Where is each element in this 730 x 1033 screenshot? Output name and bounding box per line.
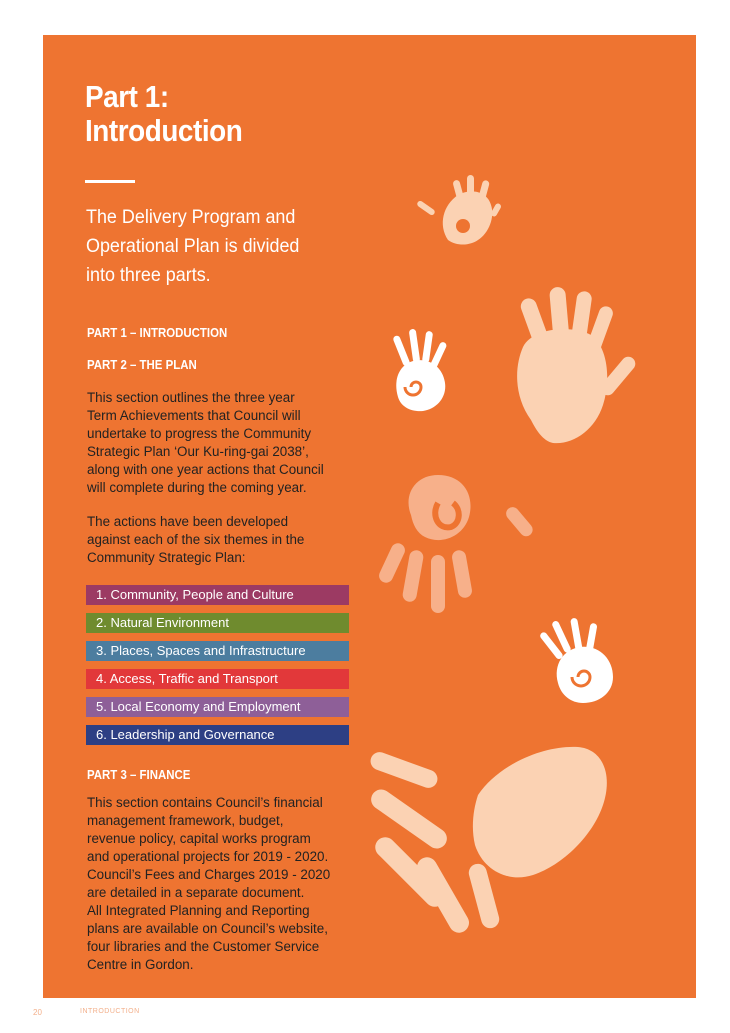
hand-prints-illustration xyxy=(43,35,696,998)
text-line: will complete during the coming year. xyxy=(87,480,307,495)
text-line: Community Strategic Plan: xyxy=(87,550,246,565)
text-line: The actions have been developed xyxy=(87,514,289,529)
spiral-hand-icon xyxy=(392,329,447,412)
text-line: management framework, budget, xyxy=(87,813,284,828)
text-line: plans are available on Council’s website, xyxy=(87,921,328,936)
part3-heading: PART 3 – FINANCE xyxy=(87,767,191,782)
lead-line: The Delivery Program and xyxy=(86,206,296,228)
text-line: are detailed in a separate document. xyxy=(87,885,305,900)
text-line: four libraries and the Customer Service xyxy=(87,939,320,954)
text-line: All Integrated Planning and Reporting xyxy=(87,903,310,918)
text-line: against each of the six themes in the xyxy=(87,532,305,547)
theme-5-local-economy: 5. Local Economy and Employment xyxy=(86,697,349,717)
theme-1-community: 1. Community, People and Culture xyxy=(86,585,349,605)
text-line: This section outlines the three year xyxy=(87,390,295,405)
lead-line: Operational Plan is divided xyxy=(86,235,300,257)
hand-print-icon xyxy=(367,747,607,937)
text-line: and operational projects for 2019 - 2020. xyxy=(87,849,329,864)
text-line: undertake to progress the Community xyxy=(87,426,312,441)
theme-3-places-spaces: 3. Places, Spaces and Infrastructure xyxy=(86,641,349,661)
text-line: This section contains Council’s financial xyxy=(87,795,323,810)
theme-4-access-traffic: 4. Access, Traffic and Transport xyxy=(86,669,349,689)
section-label: INTRODUCTION xyxy=(80,1008,140,1015)
hand-print-icon xyxy=(517,286,638,443)
hand-print-icon xyxy=(377,475,536,613)
part2-heading: PART 2 – THE PLAN xyxy=(87,357,197,372)
lead-line: into three parts. xyxy=(86,264,211,286)
theme-6-leadership: 6. Leadership and Governance xyxy=(86,725,349,745)
text-line: revenue policy, capital works program xyxy=(87,831,311,846)
hand-print-icon xyxy=(416,175,502,245)
page-number: 20 xyxy=(33,1008,42,1017)
text-line: Strategic Plan ‘Our Ku-ring-gai 2038’, xyxy=(87,444,309,459)
text-line: along with one year actions that Council xyxy=(87,462,324,477)
theme-2-natural-environment: 2. Natural Environment xyxy=(86,613,349,633)
text-line: Council’s Fees and Charges 2019 - 2020 xyxy=(87,867,331,882)
text-line: Centre in Gordon. xyxy=(87,957,194,972)
orange-panel xyxy=(43,35,696,998)
spiral-hand-icon xyxy=(539,618,613,703)
title-line-1: Part 1: xyxy=(85,79,169,114)
title-line-2: Introduction xyxy=(85,113,243,148)
text-line: Term Achievements that Council will xyxy=(87,408,301,423)
part1-heading: PART 1 – INTRODUCTION xyxy=(87,325,228,340)
